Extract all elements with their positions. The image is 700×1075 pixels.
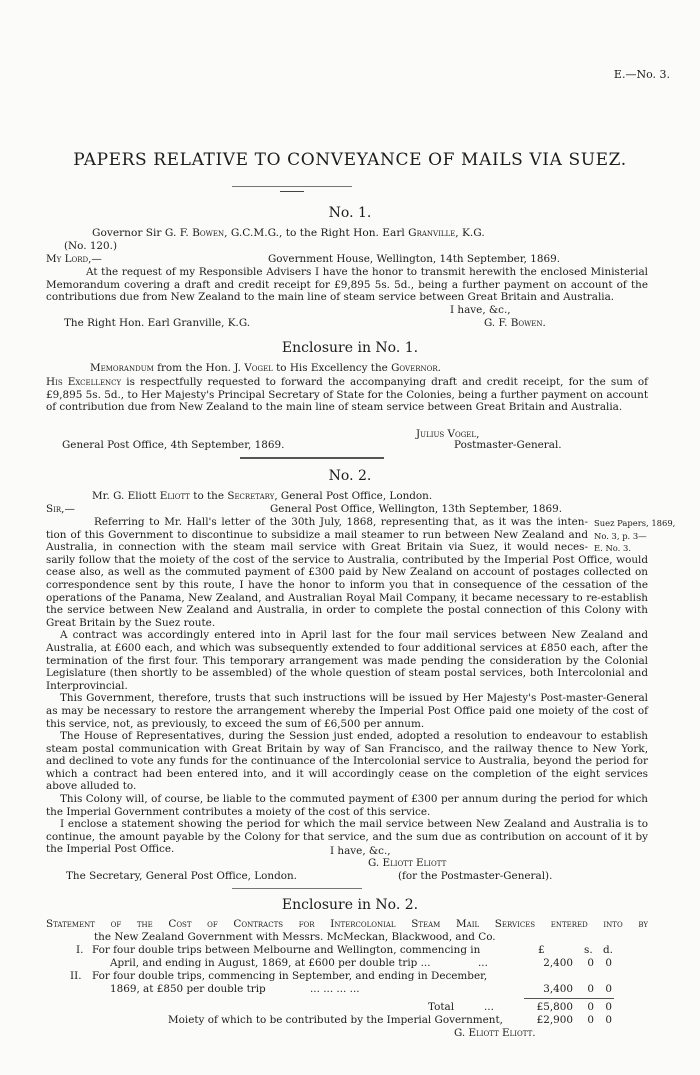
total-pounds: £5,800 xyxy=(536,1001,573,1013)
enc1-place-date: General Post Office, 4th September, 1869. xyxy=(62,439,285,451)
enc1-sig-title: Postmaster-General. xyxy=(454,439,562,451)
total-shillings: 0 xyxy=(587,1001,594,1013)
no2-p1-line1: Referring to Mr. Hall's letter of the 30th July, 1868, representing that, as it was the inten- xyxy=(94,516,588,528)
no1-to-rest: , K.G. xyxy=(455,227,485,239)
enc1-signature: Julius Vogel, xyxy=(416,428,480,440)
ledger-row-line2: April, and ending in August, 1869, at £600 per double trip ... xyxy=(110,957,431,969)
no2-salutation: Sir,— xyxy=(46,503,75,515)
no2-place-date: General Post Office, Wellington, 13th September, 1869. xyxy=(270,503,563,515)
margin-note-line: E. No. 3. xyxy=(594,543,631,554)
no2-from-name: Eliott xyxy=(159,490,190,502)
ledger-row-pounds: 2,400 xyxy=(543,957,573,969)
ledger-row-line2: 1869, at £850 per double trip xyxy=(110,983,266,995)
enc1-body xyxy=(46,376,648,414)
total-rule xyxy=(524,998,614,999)
ledger-row-dots: ... ... ... ... xyxy=(310,983,360,995)
margin-note-line: Suez Papers, 1869, xyxy=(594,518,676,528)
no1-salutation: My Lord,— xyxy=(46,253,102,265)
no1-from-name: Bowen xyxy=(192,227,225,239)
no1-to-name: Granville xyxy=(408,227,456,239)
page-title: PAPERS RELATIVE TO CONVEYANCE OF MAILS VIA SUEZ. xyxy=(73,150,627,170)
title-rule-short xyxy=(280,191,304,192)
no2-from: Mr. G. Eliott xyxy=(92,490,160,502)
section-heading-enc2: Enclosure in No. 2. xyxy=(281,897,419,913)
no2-p6: I enclose a statement showing the period for which the mail service between New Zealand and Australia is to continue, the amount payable by the Colony for that service, and the sum due as contribution on account of it by the Imperial Post Office. xyxy=(46,818,648,856)
section-heading-no2: No. 2. xyxy=(328,468,372,484)
ledger-row-num: I. xyxy=(76,944,84,956)
col-header-shillings: s. xyxy=(584,944,593,956)
title-rule xyxy=(232,186,352,187)
enc2-statement xyxy=(46,918,648,931)
enc2-statement-line2: the New Zealand Government with Messrs. McMeckan, Blackwood, and Co. xyxy=(94,931,496,943)
enc1-body-text: is respectfully requested to forward the accompanying draft and credit receipt, for the sum of £9,895 5s. 5d., to Her Majesty's Principal Secretary of State for the Colonies, being a further payment on account of contribution due from New Zealand to the main line of steam service between Great Britain and Australia. xyxy=(46,376,648,414)
ledger xyxy=(0,944,700,1054)
no2-p2: A contract was accordingly entered into in April last for the four mail services between New Zealand and Australia, at £600 each, and which was subsequently extended to four additional services at £850 each, after the termination of the first four. This temporary arrangement was made pending the consideration by the Colonial Legislature (then shortly to be assembled) of the whole question of steam postal services, both Intercolonial and Interprovincial. xyxy=(46,629,648,692)
enc2-statement-line1: Statement of the Cost of Contracts for Intercolonial Steam Mail Services entered into by xyxy=(46,918,648,930)
col-header-pounds: £ xyxy=(538,944,545,956)
no2-to-rest: , General Post Office, London. xyxy=(274,490,433,502)
ledger-row-num: II. xyxy=(70,970,82,982)
no2-p1-rest: sarily follow that the moiety of the cost of the service to Australia, contributed by the Imperial Post Office, would cease also, as well as the commuted payment of £300 paid by New Zealand on account of postages collected on correspondence sent by this route, I have the honor to inform you that in consequence of the cessation of the operations of the Panama, New Zealand, and Australian Royal Mail Company, it became necessary to re-establish the service between New Zealand and Australia, in order to complete the postal connection of this Colony with Great Britain by the Suez route. xyxy=(46,553,648,629)
no1-byline xyxy=(92,227,485,239)
ledger-row-line1: For four double trips between Melbourne and Wellington, commencing in xyxy=(92,944,481,956)
no1-addressee: The Right Hon. Earl Granville, K.G. xyxy=(64,317,251,329)
enc1-memo-to-name: Governor. xyxy=(391,362,441,374)
col-header-pence: d. xyxy=(603,944,613,956)
no2-byline xyxy=(92,490,432,502)
enc1-memo-from: from the Hon. J. xyxy=(153,362,245,374)
ledger-row-dots: ... xyxy=(478,957,488,969)
no2-sig-title: (for the Postmaster-General). xyxy=(398,870,553,882)
no1-body: At the request of my Responsible Advisers I have the honor to transmit herewith the enclosed Ministerial Memorandum covering a draft and credit receipt for £9,895 5s. 5d., being a further payment on account of the contributions due from New Zealand to the main line of steam service between Great Britain and Australia. xyxy=(46,266,648,304)
ledger-row-pence: 0 xyxy=(605,957,612,969)
moiety-text: Moiety of which to be contributed by the Imperial Government, xyxy=(168,1014,503,1026)
total-label: Total xyxy=(428,1001,455,1013)
no1-close: I have, &c., xyxy=(450,304,511,316)
no1-number: (No. 120.) xyxy=(64,240,118,252)
ledger-row-shillings: 0 xyxy=(587,957,594,969)
section-heading-enc1: Enclosure in No. 1. xyxy=(281,340,419,356)
no1-from: Governor Sir G. F. xyxy=(92,227,193,239)
no1-place-date: Government House, Wellington, 14th September, 1869. xyxy=(268,253,560,265)
total-dots: ... xyxy=(484,1001,494,1013)
moiety-pounds: £2,900 xyxy=(536,1014,573,1026)
no2-p5: This Colony will, of course, be liable to the commuted payment of £300 per annum during the period for which the Imperial Government contributes a moiety of the cost of this service. xyxy=(46,793,648,818)
section-heading-no1: No. 1. xyxy=(328,205,372,221)
no1-signature: G. F. Bowen. xyxy=(484,317,546,329)
moiety-shillings: 0 xyxy=(587,1014,594,1026)
section-divider-thin xyxy=(232,888,362,889)
no2-p1-line3: Australia, in connection with the steam mail service with Great Britain via Suez, it would neces- xyxy=(46,541,588,554)
no2-p4: The House of Representatives, during the Session just ended, adopted a resolution to endeavour to establish steam postal communication with Great Britain by way of San Francisco, and the railway thence to New York, and declined to vote any funds for the continuance of the Intercolonial service to Australia, beyond the period for which a contract had been entered into, and it will accordingly cease on the completion of the eight services above alluded to. xyxy=(46,730,648,793)
no1-from-rest: , G.C.M.G., to the Right Hon. Earl xyxy=(224,227,409,239)
no2-close: I have, &c., xyxy=(330,845,391,857)
moiety-pence: 0 xyxy=(605,1014,612,1026)
margin-note-line: No. 3, p. 3— xyxy=(594,530,647,541)
no2-from-rest: to the xyxy=(189,490,228,502)
section-divider xyxy=(240,457,384,459)
enc1-body-block xyxy=(46,376,648,414)
document-reference: E.—No. 3. xyxy=(613,68,670,81)
enc2-signature: G. Eliott Eliott. xyxy=(454,1027,536,1039)
total-pence: 0 xyxy=(605,1001,612,1013)
no1-body-block xyxy=(46,266,648,304)
ledger-row-pence: 0 xyxy=(605,983,612,995)
ledger-row-shillings: 0 xyxy=(587,983,594,995)
no2-addressee: The Secretary, General Post Office, London. xyxy=(66,870,297,882)
enc1-memo-label: Memorandum xyxy=(90,362,154,374)
ledger-row-line1: For four double trips, commencing in September, and ending in December, xyxy=(92,970,488,982)
enc1-memo-to: to His Excellency the xyxy=(272,362,392,374)
no2-p3: This Government, therefore, trusts that such instructions will be issued by Her Majesty's Post-master-General as may be necessary to restore the arrangement whereby the Imperial Post Office paid one moiety of the cost of this service, not, as previously, to exceed the sum of £6,500 per annum. xyxy=(46,692,648,730)
no2-to-name: Secretary xyxy=(227,490,275,502)
no2-first-lines xyxy=(46,516,588,554)
margin-note xyxy=(594,517,675,555)
ledger-row-pounds: 3,400 xyxy=(543,983,573,995)
no2-signature: G. Eliott Eliott xyxy=(368,857,447,869)
enc1-byline xyxy=(90,362,441,374)
enc1-memo-from-name: Vogel xyxy=(244,362,273,374)
no2-body-block xyxy=(46,554,648,856)
no2-p1-line2: tion of this Government to discontinue to subsidize a mail steamer to run between New Zealand and xyxy=(46,528,588,541)
enc1-lead: His Excellency xyxy=(46,376,122,388)
